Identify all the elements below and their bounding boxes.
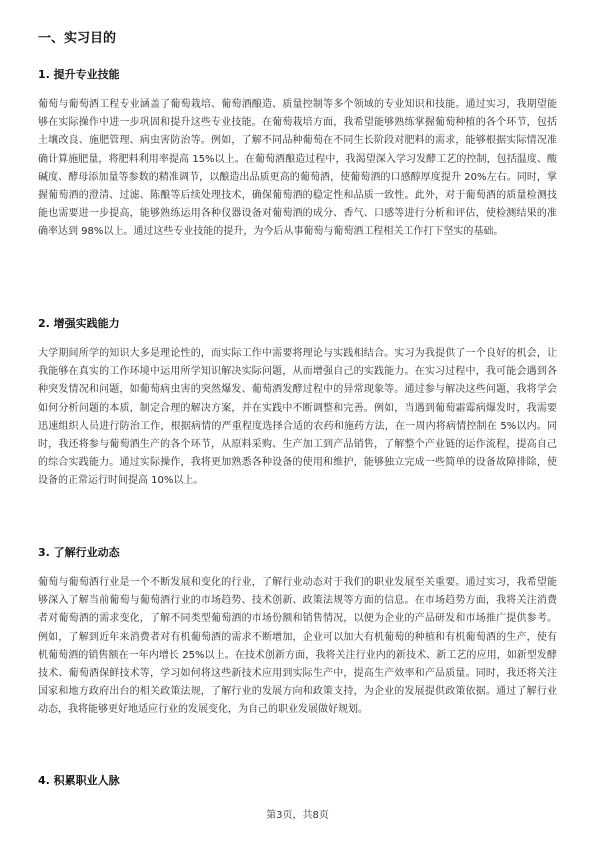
subsection-body-skills: 葡萄与葡萄酒工程专业涵盖了葡萄栽培、葡萄酒酿造、质量控制等多个领域的专业知识和技能。通过实习，我期望能够在实际操作中进一步巩固和提升这些专业技能。在葡萄栽培方面，我希望能够熟练掌握葡萄种植的各个环节，包括土壤改良、施肥管理、病虫害防治等。例如，了解不同品种葡萄在不同生长阶段对肥料的需求，能够根据实际情况准确计算施肥量，将肥料利用率提高 15%以上。在葡萄酒酿造过程中，我渴望深入学习发酵工艺的控制，包括温度、酸碱度、酵母添加量等参数的精准调节，以酿造出品质更高的葡萄酒，使葡萄酒的口感醇厚度提升 20%左右。同时，掌握葡萄酒的澄清、过滤、陈酿等后续处理技术，确保葡萄酒的稳定性和品质一致性。此外，对于葡萄酒的质量检测技能也需要进一步提高，能够熟练运用各种仪器设备对葡萄酒的成分、香气、口感等进行分析和评估，使检测结果的准确率达到 98%以上。通过这些专业技能的提升，为今后从事葡萄与葡萄酒工程相关工作打下坚实的基础。 [38, 99, 557, 238]
subsection-heading-industry: 3. 了解行业动态 [38, 546, 120, 559]
subsection-heading-practice: 2. 增强实践能力 [38, 317, 120, 330]
page-number-footer: 第3页，共8页 [266, 810, 329, 821]
subsection-body-industry: 葡萄与葡萄酒行业是一个不断发展和变化的行业，了解行业动态对于我们的职业发展至关重要。通过实习，我希望能够深入了解当前葡萄与葡萄酒行业的市场趋势、技术创新、政策法规等方面的信息。在市场趋势方面，我将关注消费者对葡萄酒的需求变化，了解不同类型葡萄酒的市场份额和销售情况，以便为企业的产品研发和市场推广提供参考。例如，了解到近年来消费者对有机葡萄酒的需求不断增加，企业可以加大有机葡萄的种植和有机葡萄酒的生产，使有机葡萄酒的销售额在一年内增长 25%以上。在技术创新方面，我将关注行业内的新技术、新工艺的应用，如新型发酵技术、葡萄酒保鲜技术等，学习如何将这些新技术应用到实际生产中，提高生产效率和产品质量。同时，我还将关注国家和地方政府出台的相关政策法规，了解行业的发展方向和政策支持，为企业的发展提供政策依据。通过了解行业动态，我将能够更好地适应行业的发展变化，为自己的职业发展做好规划。 [38, 577, 557, 716]
subsection-heading-skills: 1. 提升专业技能 [38, 68, 120, 81]
subsection-heading-network: 4. 积累职业人脉 [38, 774, 120, 787]
section-title: 一、实习目的 [38, 31, 117, 46]
subsection-body-practice: 大学期间所学的知识大多是理论性的，而实际工作中需要将理论与实践相结合。实习为我提供了一个良好的机会，让我能够在真实的工作环境中运用所学知识解决实际问题，从而增强自己的实践能力。在实习过程中，我可能会遇到各种突发情况和问题，如葡萄病虫害的突然爆发、葡萄酒发酵过程中的异常现象等。通过参与解决这些问题，我将学会如何分析问题的本质，制定合理的解决方案，并在实践中不断调整和完善。例如，当遇到葡萄霜霉病爆发时，我需要迅速组织人员进行防治工作，根据病情的严重程度选择合适的农药和施药方法，在一周内将病情控制在 5%以内。同时，我还将参与葡萄酒生产的各个环节，从原料采购、生产加工到产品销售，了解整个产业链的运作流程，提高自己的综合实践能力。通过实际操作，我将更加熟悉各种设备的使用和维护，能够独立完成一些简单的设备故障排除，使设备的正常运行时间提高 10%以上。 [38, 348, 557, 487]
